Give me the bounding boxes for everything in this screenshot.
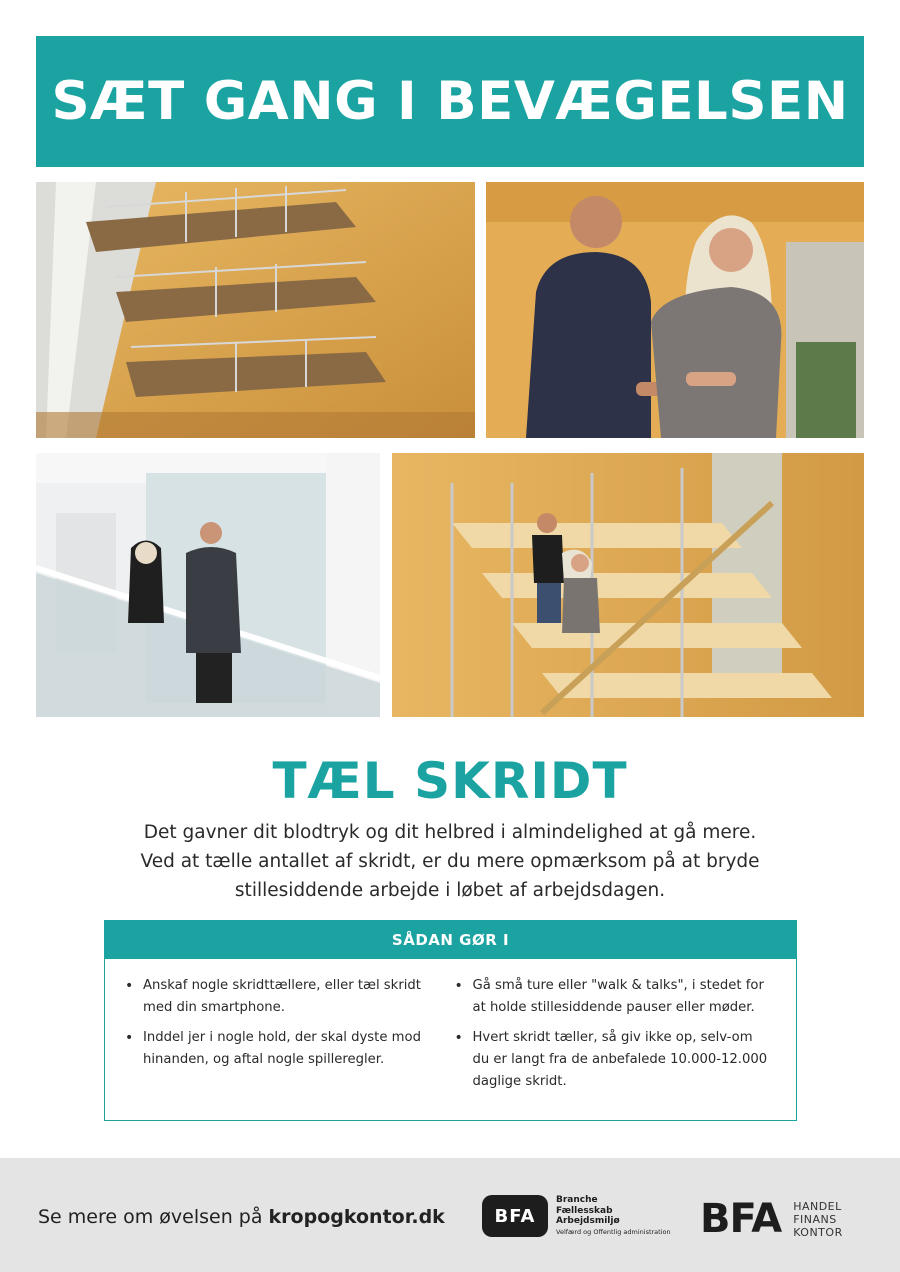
website-link[interactable]: kropogkontor.dk xyxy=(268,1206,445,1228)
bfa-velfaerd-logo xyxy=(482,1195,671,1237)
list-item: • Gå små ture eller "walk & talks", i stedet for at holde stillesiddende pauser eller møder. xyxy=(451,975,771,1019)
intro-line: stillesiddende arbejde i løbet af arbejdsdagen. xyxy=(234,880,666,901)
section-headline: TÆL SKRIDT xyxy=(272,752,628,810)
logo-line: Arbejdsmiljø xyxy=(556,1216,620,1226)
bfa-logo-text xyxy=(556,1195,671,1237)
people-on-stairs-photo xyxy=(392,453,864,717)
howto-header: SÅDAN GØR I xyxy=(105,921,796,959)
walk-and-talk-photo xyxy=(36,453,380,717)
howto-columns xyxy=(121,975,780,1101)
logo-line: HANDEL xyxy=(793,1199,842,1213)
howto-box xyxy=(104,920,797,1121)
howto-left-column xyxy=(121,975,451,1101)
intro-line: Ved at tælle antallet af skridt, er du mere opmærksom på at bryde xyxy=(140,851,760,872)
logo-line: Velfærd og Offentlig administration xyxy=(556,1227,671,1236)
footer xyxy=(0,1158,900,1272)
list-item: • Hvert skridt tæller, så giv ikke op, selv-om du er langt fra de anbefalede 10.000-12.000 daglige skridt. xyxy=(451,1027,771,1093)
title-banner xyxy=(36,36,864,167)
intro-paragraph xyxy=(80,818,820,905)
footer-text xyxy=(38,1206,445,1228)
logo-line: KONTOR xyxy=(793,1225,843,1239)
logo-line: FINANS xyxy=(793,1212,837,1226)
bfa-badge: BFA xyxy=(482,1195,548,1237)
bfa-mark: BFA xyxy=(700,1196,782,1242)
bfa-handel-logo-text xyxy=(793,1200,843,1239)
intro-line: Det gavner dit blodtryk og dit helbred i almindelighed at gå mere. xyxy=(143,822,757,843)
logo-line: Fællesskab xyxy=(556,1205,613,1216)
howto-right-column xyxy=(451,975,781,1101)
logo-line: Branche xyxy=(556,1195,598,1205)
people-with-smartphones-photo xyxy=(486,182,864,438)
list-item: • Anskaf nogle skridttællere, eller tæl skridt med din smartphone. xyxy=(121,975,441,1019)
bfa-handel-logo xyxy=(700,1196,843,1242)
list-item: • Inddel jer i nogle hold, der skal dyste mod hinanden, og aftal nogle spilleregler. xyxy=(121,1027,441,1071)
page-title: SÆT GANG I BEVÆGELSEN xyxy=(51,71,849,132)
staircase-atrium-photo xyxy=(36,182,475,438)
footer-text-prefix: Se mere om øvelsen på xyxy=(38,1206,269,1228)
